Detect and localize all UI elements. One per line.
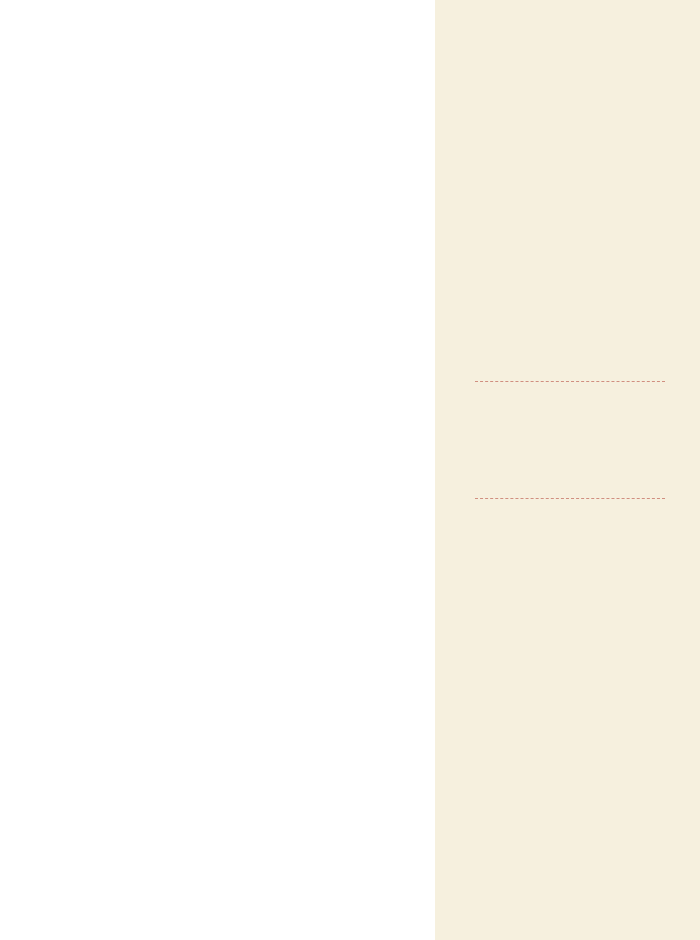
divider — [475, 498, 665, 499]
calligraphy-inscription — [505, 40, 680, 370]
sidebar-panel — [435, 0, 700, 940]
divider — [475, 381, 665, 382]
